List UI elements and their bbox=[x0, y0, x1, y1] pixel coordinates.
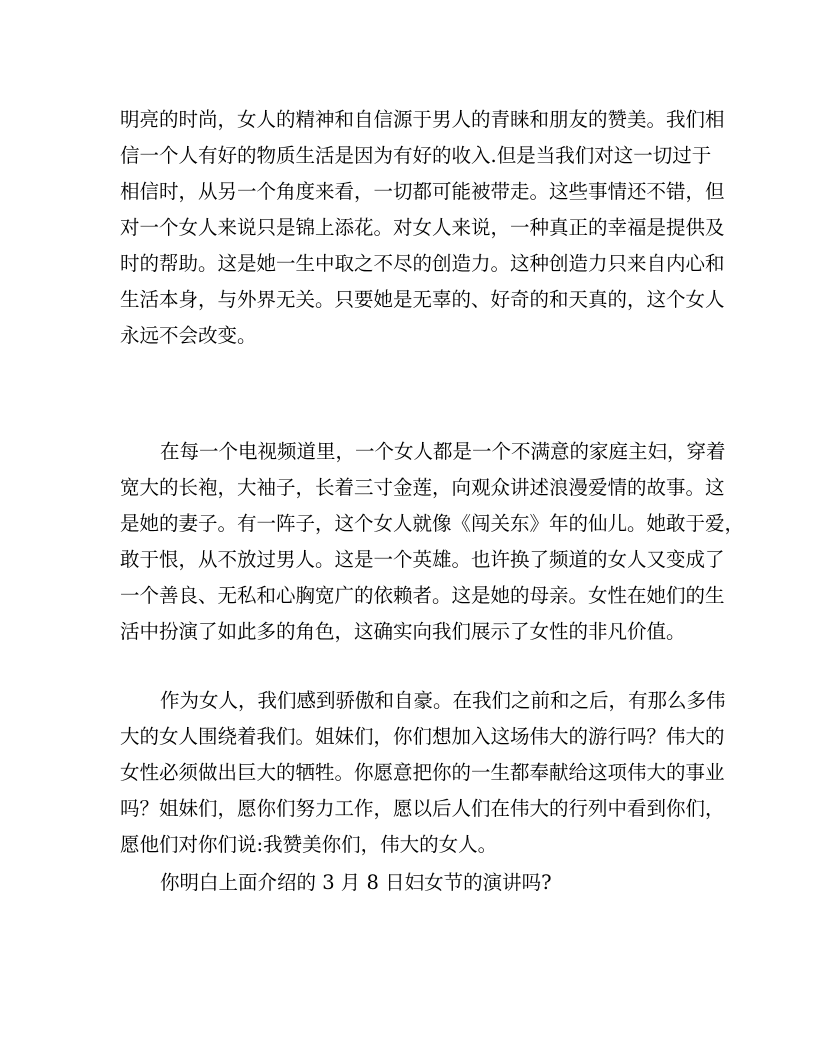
paragraph-3-line-5: 愿他们对你们说:我赞美你们，伟大的女人。 bbox=[120, 833, 498, 856]
paragraph-1-line-3: 相信时，从另一个角度来看，一切都可能被带走。这些事情还不错，但 bbox=[120, 180, 725, 203]
paragraph-2-line-4: 敢于恨，从不放过男人。这是一个英雄。也许换了频道的女人又变成了 bbox=[120, 548, 725, 571]
paragraph-4-line-1: 你明白上面介绍的 3 月 8 日妇女节的演讲吗? bbox=[160, 871, 552, 894]
paragraph-2-line-5: 一个善良、无私和心胸宽广的依赖者。这是她的母亲。女性在她们的生 bbox=[120, 584, 725, 607]
paragraph-2-line-1: 在每一个电视频道里，一个女人都是一个不满意的家庭主妇，穿着 bbox=[160, 440, 726, 463]
paragraph-3-line-1: 作为女人，我们感到骄傲和自豪。在我们之前和之后，有那么多伟 bbox=[160, 689, 726, 712]
paragraph-3-line-3: 女性必须做出巨大的牺牲。你愿意把你的一生都奉献给这项伟大的事业 bbox=[120, 761, 725, 784]
paragraph-2-line-6: 活中扮演了如此多的角色，这确实向我们展示了女性的非凡价值。 bbox=[120, 620, 686, 643]
paragraph-1-line-4: 对一个女人来说只是锦上添花。对女人来说，一种真正的幸福是提供及 bbox=[120, 216, 725, 239]
paragraph-1-line-6: 生活本身，与外界无关。只要她是无辜的、好奇的和天真的，这个女人 bbox=[120, 288, 725, 311]
paragraph-1-line-2: 信一个人有好的物质生活是因为有好的收入.但是当我们对这一切过于 bbox=[120, 144, 712, 167]
paragraph-2-line-3: 是她的妻子。有一阵子，这个女人就像《闯关东》年的仙儿。她敢于爱， bbox=[120, 512, 745, 535]
paragraph-2-line-2: 宽大的长袍，大袖子，长着三寸金莲，向观众讲述浪漫爱情的故事。这 bbox=[120, 476, 725, 499]
paragraph-1-line-1: 明亮的时尚，女人的精神和自信源于男人的青睐和朋友的赞美。我们相 bbox=[120, 108, 725, 131]
paragraph-3-line-2: 大的女人围绕着我们。姐妹们，你们想加入这场伟大的游行吗？伟大的 bbox=[120, 725, 725, 748]
paragraph-1-line-7: 永远不会改变。 bbox=[120, 324, 257, 347]
paragraph-1-line-5: 时的帮助。这是她一生中取之不尽的创造力。这种创造力只来自内心和 bbox=[120, 252, 725, 275]
paragraph-3-line-4: 吗？姐妹们，愿你们努力工作，愿以后人们在伟大的行列中看到你们， bbox=[120, 797, 725, 820]
